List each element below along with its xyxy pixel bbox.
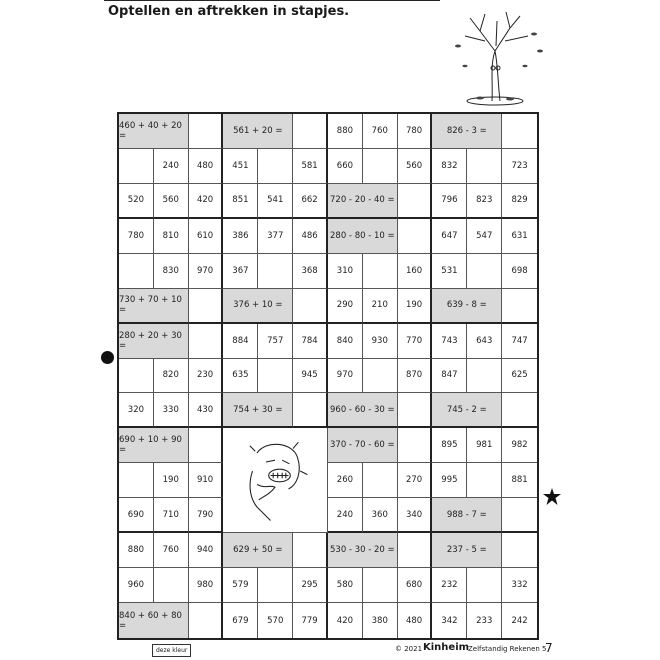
bullet-marker — [101, 351, 114, 364]
number-cell: 631 — [502, 219, 537, 254]
number-cell: 420 — [189, 184, 224, 219]
top-rule — [104, 0, 440, 1]
number-cell: 662 — [293, 184, 328, 219]
number-cell: 430 — [189, 393, 224, 428]
number-cell: 520 — [119, 184, 154, 219]
number-cell: 210 — [363, 289, 398, 324]
number-cell: 829 — [502, 184, 537, 219]
book-title: Zelfstandig Rekenen 5 — [468, 645, 547, 653]
star-icon — [542, 487, 562, 507]
number-cell: 242 — [511, 615, 528, 626]
number-cell: 870 — [398, 359, 433, 394]
answer-cell[interactable] — [258, 568, 293, 603]
number-cell: 451 — [223, 149, 258, 184]
number-cell: 823 — [467, 184, 502, 219]
number-cell: 547 — [467, 219, 502, 254]
number-cell: 380 — [363, 603, 398, 638]
number-cell: 743 — [432, 324, 467, 359]
number-cell: 679 — [223, 603, 258, 638]
number-cell: 982 — [502, 428, 537, 463]
number-cell: 232 — [432, 568, 467, 603]
copyright-text: © 2021 — [395, 645, 423, 653]
sum-expression-cell: 840 + 60 + 80 = — [119, 603, 189, 638]
answer-cell[interactable] — [398, 533, 433, 568]
number-cell: 880 — [119, 533, 154, 568]
number-cell: 810 — [154, 219, 189, 254]
number-cell: 910 — [189, 463, 224, 498]
number-cell: 340 — [398, 498, 433, 533]
sum-expression-cell: 639 - 8 = — [432, 289, 502, 324]
number-cell: 660 — [328, 149, 363, 184]
number-cell: 560 — [398, 149, 433, 184]
number-cell: 945 — [293, 359, 328, 394]
sum-expression-cell: 826 - 3 = — [432, 114, 502, 149]
number-cell: 980 — [189, 568, 224, 603]
sum-expression-cell: 370 - 70 - 60 = — [328, 428, 398, 463]
number-cell: 820 — [154, 359, 189, 394]
number-cell: 579 — [223, 568, 258, 603]
publisher-logo: Kinheim — [423, 642, 470, 653]
crying-face-illustration — [223, 428, 328, 533]
number-cell: 580 — [328, 568, 363, 603]
number-cell: 880 — [328, 114, 363, 149]
sum-expression-cell: 460 + 40 + 20 = — [119, 114, 189, 149]
number-cell: 581 — [293, 149, 328, 184]
number-cell: 290 — [328, 289, 363, 324]
sum-expression-cell: 280 + 20 + 30 = — [119, 324, 189, 359]
answer-cell[interactable] — [502, 289, 537, 324]
number-cell: 233 — [467, 603, 502, 638]
number-cell: 160 — [398, 254, 433, 289]
sum-expression-cell: 988 - 7 = — [432, 498, 502, 533]
answer-cell[interactable] — [293, 289, 328, 324]
answer-cell[interactable] — [363, 149, 398, 184]
answer-cell[interactable] — [363, 359, 398, 394]
number-cell: 970 — [189, 254, 224, 289]
answer-cell[interactable] — [467, 568, 502, 603]
page-footer — [0, 640, 660, 660]
number-cell: 295 — [293, 568, 328, 603]
number-cell: 541 — [258, 184, 293, 219]
tree-illustration — [440, 6, 550, 106]
number-cell: 643 — [467, 324, 502, 359]
answer-cell[interactable] — [189, 603, 224, 638]
answer-cell[interactable] — [363, 254, 398, 289]
number-cell: 190 — [154, 463, 189, 498]
number-cell: 981 — [467, 428, 502, 463]
number-cell: 796 — [432, 184, 467, 219]
number-cell: 610 — [189, 219, 224, 254]
number-cell: 895 — [432, 428, 467, 463]
number-cell: 840 — [328, 324, 363, 359]
number-cell: 779 — [293, 603, 328, 638]
number-cell: 970 — [328, 359, 363, 394]
answer-cell[interactable] — [293, 393, 328, 428]
number-cell: 780 — [119, 219, 154, 254]
answer-cell[interactable] — [189, 428, 224, 463]
answer-cell[interactable] — [189, 289, 224, 324]
answer-cell[interactable] — [467, 149, 502, 184]
number-cell: 230 — [189, 359, 224, 394]
answer-cell[interactable] — [398, 184, 433, 219]
sum-expression-cell: 720 - 20 - 40 = — [328, 184, 398, 219]
number-cell: 770 — [398, 324, 433, 359]
page-title: Optellen en aftrekken in stapjes. — [108, 4, 350, 19]
number-cell: 851 — [223, 184, 258, 219]
answer-cell[interactable] — [502, 498, 537, 533]
number-cell: 960 — [119, 568, 154, 603]
number-cell: 486 — [293, 219, 328, 254]
number-cell: 757 — [258, 324, 293, 359]
number-cell: 270 — [398, 463, 433, 498]
answer-cell[interactable] — [502, 393, 537, 428]
number-cell: 560 — [154, 184, 189, 219]
sum-expression-cell: 530 - 30 - 20 = — [328, 533, 398, 568]
number-cell: 480 — [398, 603, 433, 638]
number-cell: 386 — [223, 219, 258, 254]
number-cell: 377 — [258, 219, 293, 254]
answer-cell[interactable] — [398, 393, 433, 428]
answer-cell[interactable] — [119, 463, 154, 498]
answer-cell[interactable] — [467, 463, 502, 498]
number-cell: 531 — [432, 254, 467, 289]
number-cell: 360 — [363, 498, 398, 533]
answer-cell[interactable] — [293, 533, 328, 568]
number-cell: 881 — [502, 463, 537, 498]
number-cell: 747 — [502, 324, 537, 359]
sum-expression-cell: 960 - 60 - 30 = — [328, 393, 398, 428]
number-cell: 420 — [328, 603, 363, 638]
number-cell: 570 — [258, 603, 293, 638]
number-cell: 260 — [328, 463, 363, 498]
number-cell: 780 — [398, 114, 433, 149]
number-cell: 480 — [189, 149, 224, 184]
number-cell: 342 — [432, 603, 467, 638]
sum-expression-cell: 280 - 80 - 10 = — [328, 219, 398, 254]
sum-expression-cell: 376 + 10 = — [223, 289, 293, 324]
puzzle-grid — [117, 112, 539, 640]
number-cell: 330 — [154, 393, 189, 428]
number-cell: 190 — [398, 289, 433, 324]
number-cell: 723 — [502, 149, 537, 184]
answer-cell[interactable] — [189, 114, 224, 149]
number-cell: 940 — [189, 533, 224, 568]
answer-cell[interactable] — [467, 254, 502, 289]
number-cell: 760 — [363, 114, 398, 149]
number-cell: 830 — [154, 254, 189, 289]
number-cell: 310 — [328, 254, 363, 289]
sum-expression-cell: 754 + 30 = — [223, 393, 293, 428]
number-cell: 690 — [119, 498, 154, 533]
number-cell: 995 — [432, 463, 467, 498]
answer-cell[interactable] — [293, 114, 328, 149]
number-cell: 680 — [398, 568, 433, 603]
number-cell: 240 — [328, 498, 363, 533]
answer-cell[interactable] — [363, 568, 398, 603]
number-cell: 647 — [432, 219, 467, 254]
number-cell: 847 — [432, 359, 467, 394]
answer-cell[interactable] — [258, 149, 293, 184]
answer-cell[interactable] — [258, 254, 293, 289]
number-cell: 635 — [223, 359, 258, 394]
sum-expression-cell: 629 + 50 = — [223, 533, 293, 568]
answer-cell[interactable] — [119, 254, 154, 289]
answer-cell[interactable] — [258, 359, 293, 394]
number-cell: 832 — [432, 149, 467, 184]
answer-cell[interactable] — [189, 324, 224, 359]
number-cell: 368 — [293, 254, 328, 289]
sum-expression-cell: 730 + 70 + 10 = — [119, 289, 189, 324]
number-cell: 760 — [154, 533, 189, 568]
sum-expression-cell: 745 - 2 = — [432, 393, 502, 428]
answer-cell[interactable] — [502, 114, 537, 149]
number-cell: 240 — [154, 149, 189, 184]
sum-expression-cell: 690 + 10 + 90 = — [119, 428, 189, 463]
answer-cell[interactable] — [119, 359, 154, 394]
answer-cell[interactable] — [119, 149, 154, 184]
answer-cell[interactable] — [502, 533, 537, 568]
number-cell: 332 — [502, 568, 537, 603]
answer-cell[interactable] — [154, 568, 189, 603]
number-cell: 784 — [293, 324, 328, 359]
number-cell: 884 — [223, 324, 258, 359]
answer-cell[interactable] — [363, 463, 398, 498]
number-cell: 625 — [502, 359, 537, 394]
number-cell: 930 — [363, 324, 398, 359]
number-cell: 698 — [502, 254, 537, 289]
number-cell: 790 — [189, 498, 224, 533]
answer-cell[interactable] — [467, 359, 502, 394]
sum-expression-cell: 561 + 20 = — [223, 114, 293, 149]
page-number: 7 — [545, 641, 553, 655]
number-cell: 710 — [154, 498, 189, 533]
sum-expression-cell: 237 - 5 = — [432, 533, 502, 568]
color-legend-box: deze kleur — [152, 644, 191, 657]
number-cell: 367 — [223, 254, 258, 289]
number-cell: 320 — [119, 393, 154, 428]
answer-cell[interactable] — [398, 428, 433, 463]
answer-cell[interactable] — [398, 219, 433, 254]
